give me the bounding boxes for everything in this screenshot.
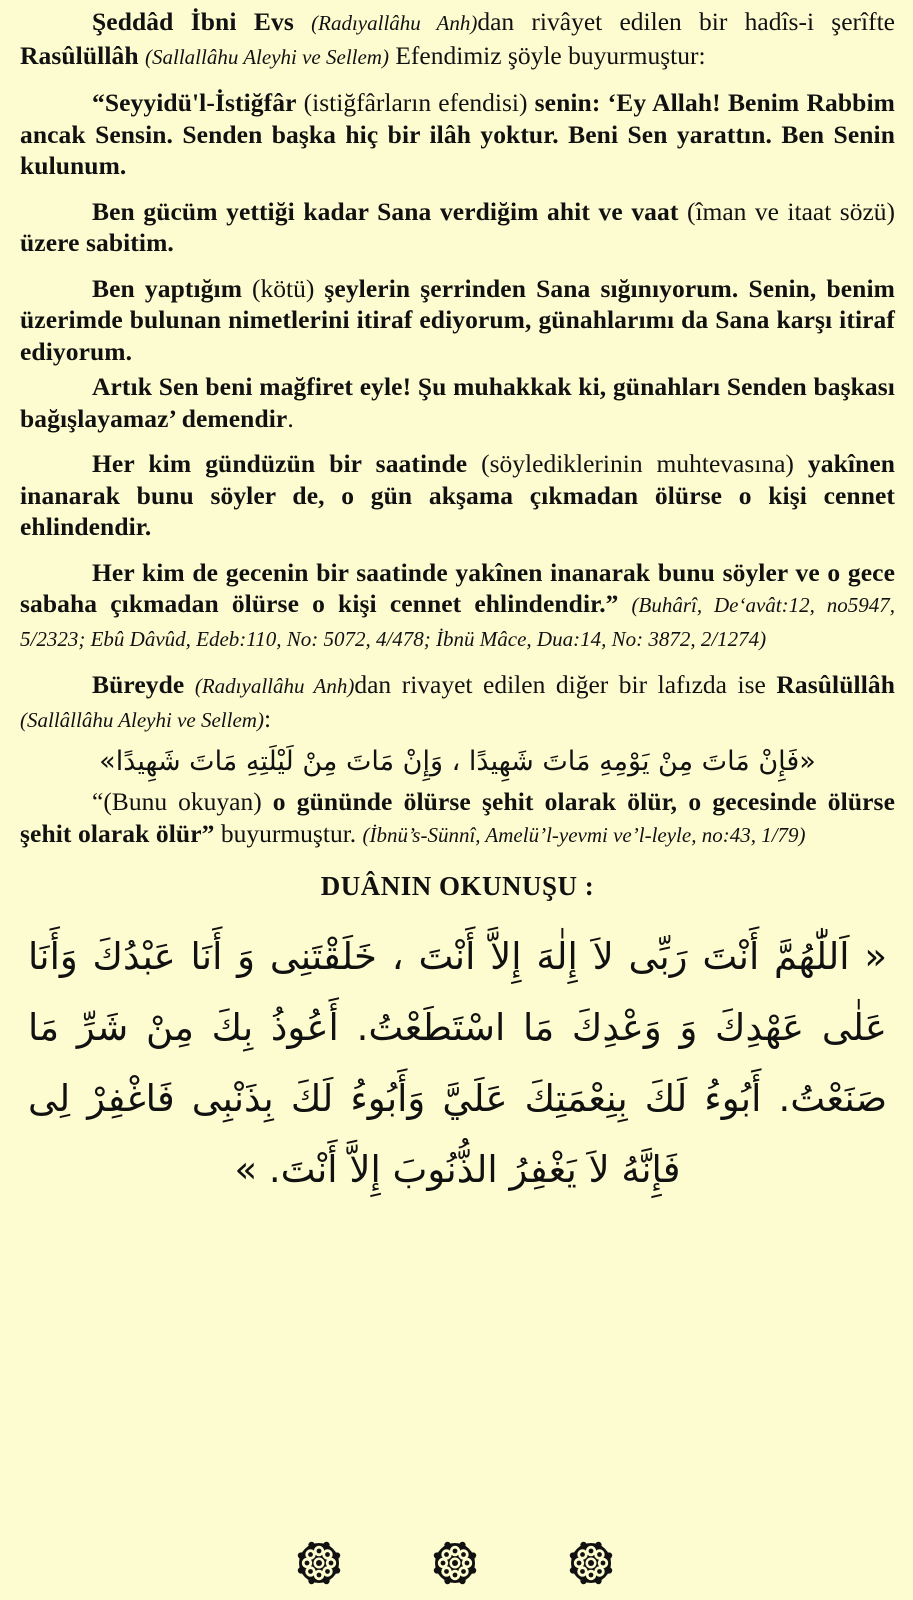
rosette-ornament-icon bbox=[568, 1540, 614, 1586]
honorific: (Sallâllâhu Aleyhi ve Sellem) bbox=[20, 707, 264, 732]
paragraph-seyyidul-istigfar bbox=[20, 87, 895, 182]
paragraph-gece bbox=[20, 557, 895, 656]
bold-text: Artık Sen beni mağfiret eyle! Şu muhakkak ki, günahları Senden başkası bağışlayamaz’ demendir bbox=[20, 372, 895, 433]
ornament-row bbox=[0, 1540, 913, 1590]
honorific: (Radıyallâhu Anh) bbox=[311, 11, 478, 35]
paragraph-gunduz bbox=[20, 448, 895, 543]
prophet-name: Rasûlüllâh bbox=[20, 40, 139, 70]
honorific: (Radıyallâhu Anh) bbox=[194, 674, 355, 698]
text: . bbox=[287, 403, 294, 433]
paragraph-magfiret bbox=[20, 371, 895, 434]
bold-text: Ben yaptığım bbox=[92, 273, 243, 303]
paragraph-bureyde bbox=[20, 669, 895, 736]
text: (istiğfârların efendisi) bbox=[303, 88, 528, 117]
section-heading: DUÂNIN OKUNUŞU : bbox=[320, 871, 595, 901]
text: (söylediklerinin muhtevasına) bbox=[481, 449, 794, 478]
bold-text: yakînen inanarak bunu söyler de, o gün akşama çıkmadan ölürse o kişi cennet ehlindendir. bbox=[20, 449, 896, 541]
paragraph-intro bbox=[20, 6, 895, 73]
text: Efendimiz şöyle buyurmuştur: bbox=[395, 40, 706, 70]
source-reference: (Buhârî, De‘avât:12, no5947, 5/2323; Ebû Dâvûd, Edeb:110, No: 5072, 4/478; İbnü Mâce, Dua:14, No: 3872, 2/1274) bbox=[20, 593, 895, 651]
text: dan rivayet edilen diğer bir lafızda ise bbox=[354, 670, 766, 699]
source-reference: (İbnü’s-Sünnî, Amelü’l-yevmi ve’l-leyle, no:43, 1/79) bbox=[362, 822, 806, 847]
text: (îman ve itaat sözü) bbox=[686, 196, 896, 226]
text: dan rivâyet edilen bir hadîs-i şerîfte bbox=[477, 7, 895, 36]
bold-text: o gününde ölürse şehit olarak ölür, o gecesinde ölürse şehit olarak ölür” bbox=[20, 787, 895, 848]
prophet-name: Rasûlüllâh bbox=[776, 670, 896, 699]
narrator-name: Şeddâd İbni Evs bbox=[92, 7, 294, 36]
paragraph-sehit bbox=[20, 786, 895, 851]
bold-text: “Seyyidü'l-İstiğfâr bbox=[92, 88, 297, 117]
bold-text: şeylerin şerrinden Sana sığınıyorum. Senin, benim üzerimde bulunan nimetlerini itiraf ediyorum, günahlarımı da Sana karşı itiraf ediyorum. bbox=[20, 273, 895, 366]
rosette-ornament-icon bbox=[432, 1540, 478, 1586]
text: buyurmuştur. bbox=[220, 818, 357, 848]
honorific: (Sallallâhu Aleyhi ve Sellem) bbox=[145, 44, 389, 69]
document-page bbox=[20, 6, 895, 1205]
bold-text: Her kim de gecenin bir saatinde yakînen inanarak bunu söyler ve o gece sabaha çıkmadan ölürse o kişi cennet ehlindendir.” bbox=[20, 557, 895, 618]
narrator-name: Büreyde bbox=[92, 670, 185, 699]
text: (kötü) bbox=[252, 273, 315, 303]
bold-text: Ben gücüm yettiği kadar Sana verdiğim ahit ve vaat bbox=[92, 196, 679, 226]
text: “(Bunu okuyan) bbox=[92, 787, 262, 816]
bold-text: üzere sabitim. bbox=[20, 228, 174, 257]
paragraph-siginma bbox=[20, 273, 895, 368]
dua-arabic-text: « اَللّٰهُمَّ أَنْتَ رَبِّى لاَ إِلٰهَ إِلاَّ أَنْتَ ، خَلَقْتَنِى وَ أَنَا عَبْدُكَ وَأَنَا عَلٰى عَهْدِكَ وَ وَعْدِكَ مَا اسْتَطَعْتُ. أَعُوذُ بِكَ مِنْ شَرِّ مَا صَنَعْتُ. أَبُوءُ لَكَ بِنِعْمَتِكَ عَلَيَّ وَأَبُوءُ لَكَ بِذَنْبِى فَاغْفِرْ لِى فَإِنَّهُ لاَ يَغْفِرُ الذُّنُوبَ إِلاَّ أَنْتَ. » bbox=[28, 935, 887, 1191]
rosette-ornament-icon bbox=[296, 1540, 342, 1586]
text: : bbox=[263, 703, 272, 733]
bold-text: senin: ‘Ey Allah! Benim Rabbim ancak Sensin. Senden başka hiç bir ilâh yoktur. Beni Sen yarattın. Ben Senin kulunum. bbox=[20, 88, 895, 180]
arabic-quote: «فَإِنْ مَاتَ مِنْ يَوْمِهِ مَاتَ شَهِيدًا ، وَإِنْ مَاتَ مِنْ لَيْلَتِهِ مَاتَ شَهِيدًا» bbox=[99, 746, 816, 777]
paragraph-ahit bbox=[20, 196, 895, 259]
bold-text: Her kim gündüzün bir saatinde bbox=[92, 449, 468, 478]
